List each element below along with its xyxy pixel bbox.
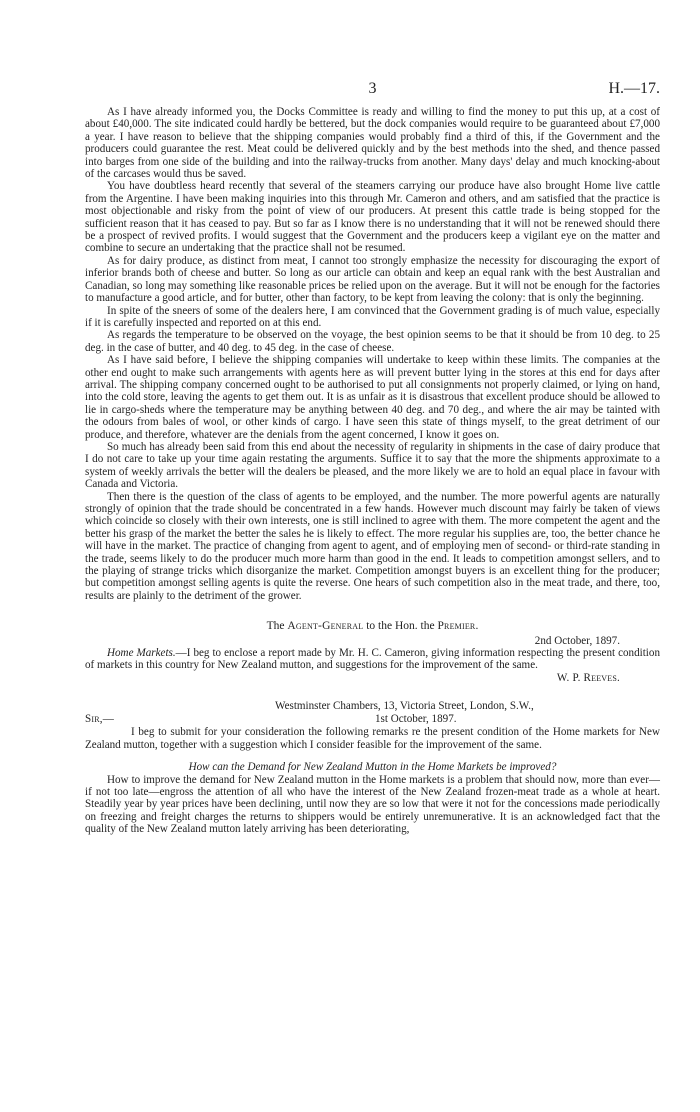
paragraph: You have doubtless heard recently that several of the steamers carrying our produce have also brought Home live cattle from the Argentine. I have been making inquiries into this through Mr. Cameron and others, and am satisfied that the practice is most objectionable and risky from the point of view of our producers. At present this cattle trade is being stopped for the sufficient reason that it has ceased to pay. But so far as I know there is no understanding that it will not be renewed should there be a prospect of revived profits. I would suggest that the Government and the producers keep a vigilant eye on the matter and combine to secure an undertaking that the practice shall not be resumed. xyxy=(85,180,660,255)
letter-body: Home Markets.—I beg to enclose a report made by Mr. H. C. Cameron, giving information respecting the present condition of markets in this country for New Zealand mutton, and suggestions for the improvement of the same. xyxy=(85,647,660,672)
paragraph: As I have said before, I believe the shipping companies will undertake to keep within these limits. The companies at the other end ought to make such arrangements with agents here as will prevent butter lying in the stores at this end for days after arrival. The shipping company concerned ought to be authorised to put all consignments not properly claimed, or lying on hand, into the cold store, leaving the agents to get them out. It is as unfair as it is disastrous that excellent produce should be allowed to lie in cargo-sheds where the temperature may be anything between 40 deg. and 70 deg., and where the air may be tainted with the odours from bales of wool, or other kinds of cargo. I have seen this state of things myself, to the great detriment of our produce, and therefore, whatever are the denials from the agent concerned, I know it goes on. xyxy=(85,354,660,441)
report-paragraph: How to improve the demand for New Zealand mutton in the Home markets is a problem that should now, more than ever—if not too late—engross the attention of all who have the interest of the New Zealand frozen-meat trade as a whole at heart. Steadily year by year prices have been declining, until now they are so low that were it not for the concessions made periodically on freezing and freight charges the returns to shippers would be entirely unremunerative. It is an acknowledged fact that the quality of the New Zealand mutton lately arriving has been deteriorating, xyxy=(85,773,660,836)
letter-from: Agent-General xyxy=(287,620,364,633)
paragraph: Then there is the question of the class of agents to be employed, and the number. The more powerful agents are naturally strongly of opinion that the trade should be concentrated in a few hands. However much discount may fairly be taken of views which coincide so closely with their own interests, one is still inclined to agree with them. The more competent the agent and the better his grasp of the market the better the sales he is likely to effect. The more regular his supplies are, too, the better chance he will have in the market. The practice of changing from agent to agent, and of employing men of second- or third-rate standing in the trade, seems likely to do the producer much more harm than good in the end. It leads to competition amongst sellers, and to the playing of strange tricks which disorganize the market. Competition amongst buyers is an excellent thing for the producer; but competition amongst selling agents is quite the reverse. One hears of such competition also in the meat trade, and there, too, results are plainly to the detriment of the grower. xyxy=(85,490,660,602)
letter-date: 2nd October, 1897. xyxy=(534,634,620,647)
report-address: Westminster Chambers, 13, Victoria Street, London, S.W., xyxy=(275,700,534,713)
document-reference: H.—17. xyxy=(608,80,660,97)
paragraph: So much has already been said from this end about the necessity of regularity in shipments in the case of dairy produce that I do not care to take up your time again restating the arguments. Suffice it to say that the more the shipments approximate to a system of weekly arrivals the better will the dealers be pleased, and the more likely we are to hold an equal place in favour with Canada and Victoria. xyxy=(85,440,660,491)
letter-to: Premier xyxy=(437,620,476,633)
separator xyxy=(85,684,660,698)
paragraph: In spite of the sneers of some of the dealers here, I am convinced that the Government grading is of much value, especially if it is carefully inspected and reported on at this end. xyxy=(85,304,660,329)
paragraph: As I have already informed you, the Docks Committee is ready and willing to find the money to put this up, at a cost of about £40,000. The site indicated could hardly be bettered, but the dock companies would require to be guaranteed about £7,000 a year. I have reason to believe that the shipping companies would probably find a third of this, if the Government and the producers could guarantee the rest. Meat could be delivered quickly and by the best methods into the shed, and thence passed into barges from one side of the building and into the railway-trucks from another. Many days' delay and much knocking-about of the carcases would thus be saved. xyxy=(85,106,660,181)
letter-heading: The Agent-General to the Hon. the Premier. xyxy=(266,620,479,633)
document-body xyxy=(85,106,660,836)
report-address-block xyxy=(85,700,660,726)
report-date: 1st October, 1897. xyxy=(375,713,457,726)
report-salutation: Sir,— xyxy=(85,713,115,726)
paragraph: As for dairy produce, as distinct from meat, I cannot too strongly emphasize the necessity for discouraging the export of inferior brands both of cheese and butter. So long as our article can obtain and keep an equal rank with the best Australian and Canadian, so long may something like reasonable prices be relied upon on the average. But it will not be enough for the factories to manufacture a good article, and for butter, other than factory, to be kept from leaving the colony: that is only the beginning. xyxy=(85,254,660,305)
letter-subject: Home Markets. xyxy=(107,647,176,660)
page-number: 3 xyxy=(368,80,377,97)
report-subtitle: How can the Demand for New Zealand Mutton in the Home Markets be improved? xyxy=(188,761,557,774)
page-header xyxy=(85,80,660,104)
letter-signer: W. P. Reeves. xyxy=(556,671,620,684)
report-intro: I beg to submit for your consideration the following remarks re the present condition of the Home markets for New Zealand mutton, together with a suggestion which I consider feasible for the improvement of the same. xyxy=(85,726,660,751)
paragraph: As regards the temperature to be observed on the voyage, the best opinion seems to be that it should be from 10 deg. to 25 deg. in the case of butter, and 40 deg. to 45 deg. in the case of cheese. xyxy=(85,329,660,354)
